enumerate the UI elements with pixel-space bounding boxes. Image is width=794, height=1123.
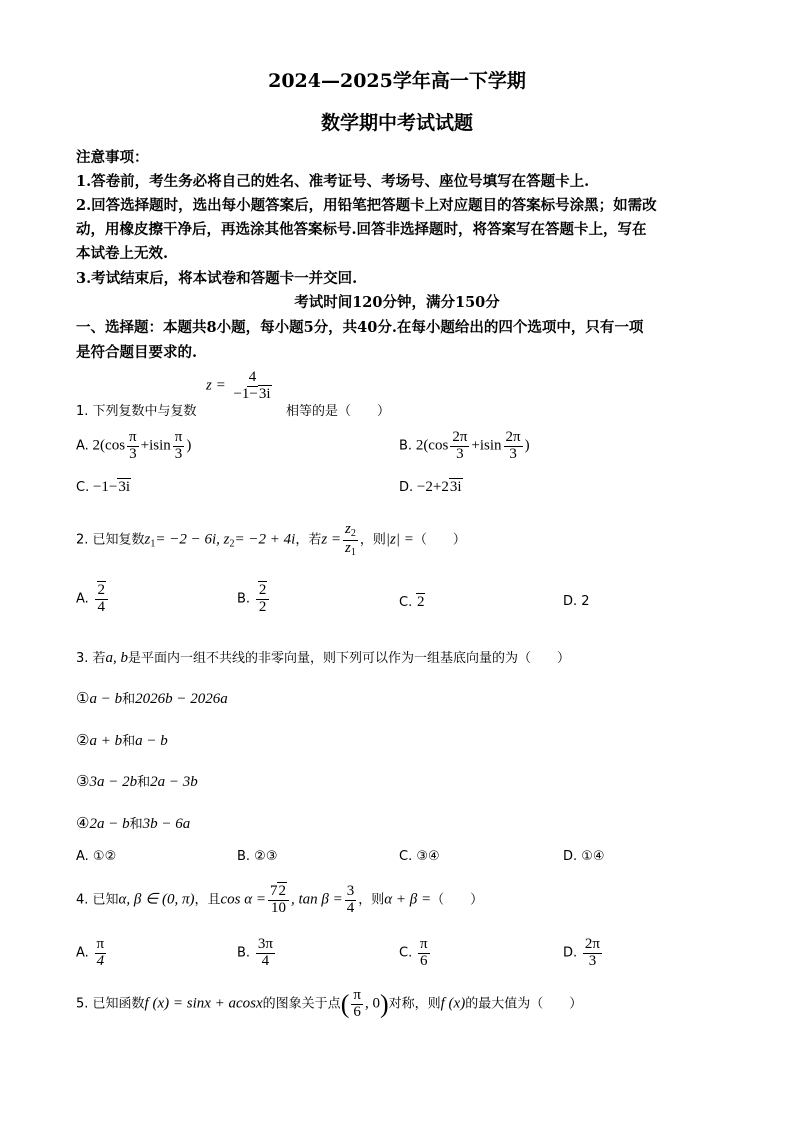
q3-pair-1: ①a − b和2026b − 2026a [76, 691, 228, 707]
q1-b-label: B. [399, 438, 413, 454]
page-title: 2024—2025学年高一下学期 [268, 70, 526, 92]
q5-stem: 5. 已知函数f (x) = sinx + acosx的图象关于点( $\frac{\pi}{6}$ , 0)对称，则f (x)的最大值为（ ） [76, 987, 583, 1020]
q1-prefix: 1. 下列复数中与复数 [76, 404, 197, 419]
q2-option-a[interactable]: A. $\frac{2}{4}$ [76, 583, 110, 616]
exam-info: 考试时间120分钟，满分150分 [294, 294, 500, 311]
q2-option-d[interactable]: D. 2 [563, 594, 590, 609]
q4-stem: 4. 已知α, β ∈ (0, π)，且cos α = $\frac{72}{10}$ , tan β = $\frac{3}{4}$ ，则α + β =（ ） [76, 883, 484, 916]
q1-option-c[interactable]: C. −1−3i [76, 479, 131, 495]
q1-den-sqrt: 3i [258, 385, 271, 402]
section-1-line-1: 一、选择题：本题共8小题，每小题5分，共40分.在每小题给出的四个选项中，只有一项 [76, 319, 644, 336]
q1-numerator: 4 [248, 369, 257, 385]
q3-pair-4: ④2a − b和3b − 6a [76, 816, 191, 832]
q3-pair-2: ②a + b和a − b [76, 733, 168, 749]
notes-item-1: 1.答卷前，考生务必将自己的姓名、准考证号、考场号、座位号填写在答题卡上. [76, 173, 590, 190]
q1-suffix: 相等的是（ ） [286, 404, 391, 419]
q1-z-eq: z = [206, 377, 226, 394]
q1-option-d[interactable]: D. −2+23i [399, 479, 462, 495]
q4-option-d[interactable]: D. $\frac{2\pi}{3}$ [563, 936, 600, 969]
q3-option-c[interactable]: C. ③④ [399, 849, 440, 864]
page-subtitle: 数学期中考试试题 [320, 112, 473, 134]
q3-option-b[interactable]: B. ②③ [237, 849, 278, 864]
notes-item-3: 3.考试结束后，将本试卷和答题卡一并交回. [76, 270, 358, 287]
q4-option-a[interactable]: A. $\frac{\pi}{4}$ [76, 936, 105, 969]
q1-a-label: A. [76, 438, 89, 454]
q4-option-c[interactable]: C. $\frac{\pi}{6}$ [399, 936, 428, 969]
q3-stem: 3. 若a, b是平面内一组不共线的非零向量，则下列可以作为一组基底向量的为（ ） [76, 650, 571, 666]
notes-item-2-line-2: 动，用橡皮擦干净后，再选涂其他答案标号.回答非选择题时，将答案写在答题卡上，写在 [76, 221, 647, 238]
section-1-line-2: 是符合题目要求的. [76, 344, 198, 361]
q3-pair-3: ③3a − 2b和2a − 3b [76, 774, 198, 790]
q2-stem: 2. 已知复数$z_1= -2 - 6i$, $z_2= -2 + 4i$，若z = $\frac{z_2}{z_1}$ ，则|z| =（ ） [76, 521, 466, 558]
q4-option-b[interactable]: B. $\frac{3\pi}{4}$ [237, 936, 273, 969]
notes-item-2-line-3: 本试卷上无效. [76, 245, 169, 262]
q1-z-expression [206, 370, 276, 403]
q1-den-a: −1− [233, 385, 258, 402]
notes-heading: 注意事项： [76, 149, 149, 166]
q3-option-d[interactable]: D. ①④ [563, 849, 605, 864]
q2-option-b[interactable]: B. $\frac{2}{2}$ [237, 583, 271, 616]
q3-option-a[interactable]: A. ①② [76, 849, 117, 864]
q1-option-b[interactable]: B. 2(cos $\frac{2\pi}{3}$ +isin $\frac{2\pi}{3}$ ) [399, 429, 530, 462]
q2-option-c[interactable]: C. 2 [399, 594, 425, 610]
notes-item-2-line-1: 2.回答选择题时，选出每小题答案后，用铅笔把答题卡上对应题目的答案标号涂黑；如需改 [76, 197, 657, 214]
q1-stem [76, 400, 197, 419]
q1-option-a[interactable]: A. 2(cos $\frac{\pi}{3}$ +isin $\frac{\pi}{3}$ ) [76, 429, 192, 462]
